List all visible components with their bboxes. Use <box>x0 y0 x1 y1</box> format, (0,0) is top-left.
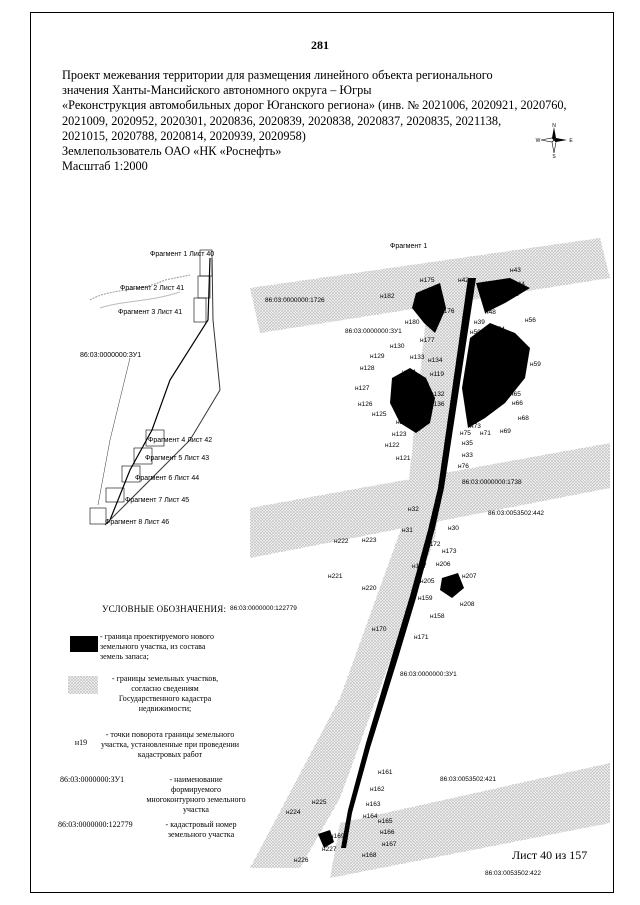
point-label: н43 <box>510 267 521 274</box>
point-label: н126 <box>358 401 373 408</box>
map-parcel-label-442: 86:03:0053502:442 <box>488 510 545 517</box>
point-label: н161 <box>378 769 393 776</box>
point-label: н65 <box>510 391 521 398</box>
point-label: н68 <box>518 415 529 422</box>
map-parcel-label-1738: 86:03:0000000:1738 <box>462 479 522 486</box>
point-label: н159 <box>418 595 433 602</box>
point-label: н208 <box>460 601 475 608</box>
point-label: н73 <box>470 423 481 430</box>
point-label: н35 <box>462 440 473 447</box>
point-label: н44 <box>514 281 525 288</box>
point-label: н124 <box>396 419 411 426</box>
point-label: н169 <box>330 833 345 840</box>
point-label: н45 <box>508 291 519 298</box>
title-line-2: значения Ханты-Мансийского автономного округа – Югры <box>62 83 372 98</box>
overview-fragment-6: Фрагмент 6 Лист 44 <box>135 475 200 482</box>
point-label: н170 <box>372 626 387 633</box>
point-label: н51 <box>480 336 491 343</box>
overview-fragment-2: Фрагмент 2 Лист 41 <box>120 285 185 292</box>
point-label: н227 <box>322 846 337 853</box>
point-label: н175 <box>420 277 435 284</box>
document-title <box>62 68 567 174</box>
overview-fragment-3: Фрагмент 3 Лист 41 <box>118 309 183 316</box>
point-label: н167 <box>382 841 397 848</box>
legend-item-boundary: - граница проектируемого нового земельного участка, из состава земель запаса; <box>100 632 214 661</box>
cadastral-map <box>230 238 610 878</box>
compass-s: S <box>552 154 556 160</box>
compass-rose-icon <box>536 122 572 158</box>
point-label: н158 <box>430 613 445 620</box>
point-label: н31 <box>402 527 413 534</box>
legend-item-cadastral: - кадастровый номер земельного участка <box>165 820 237 839</box>
point-label: н205 <box>420 578 435 585</box>
legend-item-points: - точки поворота границы земельного участка, установленные при проведении кадастровых работ <box>100 730 240 759</box>
point-label: н130 <box>390 343 405 350</box>
project-boundary-right-lobe <box>462 323 530 428</box>
project-boundary-side-1 <box>440 573 464 598</box>
legend-parcel-swatch <box>68 676 98 694</box>
point-label: н220 <box>362 585 377 592</box>
title-line-5: 2021015, 2020788, 2020814, 2020939, 2020958) <box>62 128 306 143</box>
map-fragment-title: Фрагмент 1 <box>390 243 428 250</box>
map-parcel-label-422: 86:03:0053502:422 <box>485 870 542 877</box>
point-label: н32 <box>408 506 419 513</box>
point-label: н54 <box>494 326 505 333</box>
point-label: н69 <box>500 428 511 435</box>
point-label: н177 <box>420 337 435 344</box>
point-label: н172 <box>426 541 441 548</box>
overview-fragment-5: Фрагмент 5 Лист 43 <box>145 455 210 462</box>
point-label: н76 <box>458 463 469 470</box>
point-label: н207 <box>462 573 477 580</box>
point-label: н123 <box>392 431 407 438</box>
point-label: н168 <box>362 852 377 859</box>
point-label: н134 <box>428 357 443 364</box>
point-label: н136 <box>430 401 445 408</box>
point-label: н164 <box>363 813 378 820</box>
point-label: н56 <box>525 317 536 324</box>
point-label: н121 <box>396 455 411 462</box>
point-label: н226 <box>294 857 309 864</box>
legend-cadastral-symbol: 86:03:0000000:122779 <box>58 820 133 829</box>
overview-fragment-8: Фрагмент 8 Лист 46 <box>105 519 170 526</box>
point-label: н30 <box>448 525 459 532</box>
point-label: н133 <box>410 354 425 361</box>
point-label: н162 <box>370 786 385 793</box>
point-label: н163 <box>366 801 381 808</box>
point-label: н55 <box>506 336 517 343</box>
point-label: н61 <box>505 379 516 386</box>
overview-fragment-1: Фрагмент 1 Лист 40 <box>150 251 215 258</box>
title-line-3: «Реконструкция автомобильных дорог Юганского региона» (инв. № 2021006, 2020921, 2020760, <box>62 98 567 113</box>
point-label: н42 <box>458 277 469 284</box>
point-label: н59 <box>530 361 541 368</box>
map-parcel-label-zu1-top: 86:03:0000000:ЗУ1 <box>345 328 402 335</box>
point-label: н157 <box>412 563 427 570</box>
point-label: н131 <box>402 369 417 376</box>
point-label: н66 <box>512 400 523 407</box>
map-parcel-label-421: 86:03:0053502:421 <box>440 776 497 783</box>
point-label: н122 <box>385 442 400 449</box>
point-label: н129 <box>370 353 385 360</box>
compass-n: N <box>552 123 556 129</box>
scale-line: Масштаб 1:2000 <box>62 159 148 174</box>
point-label: н71 <box>480 430 491 437</box>
point-label: н206 <box>436 561 451 568</box>
point-label: н63 <box>483 381 494 388</box>
point-label: н132 <box>430 391 445 398</box>
point-label: н224 <box>286 809 301 816</box>
point-label: н46 <box>492 296 503 303</box>
point-label: н119 <box>430 371 444 378</box>
map-parcel-label-zu1-mid: 86:03:0000000:ЗУ1 <box>400 671 457 678</box>
overview-parcel-label: 86:03:0000000:ЗУ1 <box>80 352 142 359</box>
overview-fragment-7: Фрагмент 7 Лист 45 <box>125 497 190 504</box>
point-label: н165 <box>378 818 393 825</box>
land-user-line: Землепользователь ОАО «НК «Роснефть» <box>62 144 282 159</box>
point-label: н33 <box>462 452 473 459</box>
title-line-1: Проект межевания территории для размещения линейного объекта регионального <box>62 68 493 82</box>
point-label: н221 <box>328 573 343 580</box>
point-label: н171 <box>414 634 429 641</box>
point-label: н75 <box>460 430 471 437</box>
point-label: н176 <box>440 308 455 315</box>
point-label: н223 <box>362 537 377 544</box>
point-label: н128 <box>360 365 375 372</box>
point-label: н222 <box>334 538 349 545</box>
legend-item-zu: - наименование формируемого многоконтурного земельного участка <box>146 775 246 814</box>
point-label: н127 <box>355 385 370 392</box>
point-label: н125 <box>372 411 387 418</box>
point-label: н173 <box>442 548 457 555</box>
point-label: н50 <box>470 329 481 336</box>
sheet-number: Лист 40 из 157 <box>512 848 588 862</box>
map-parcel-label-122779: 86:03:0000000:122779 <box>230 605 297 612</box>
legend-zu-symbol: 86:03:0000000:ЗУ1 <box>60 775 125 784</box>
point-label: н39 <box>474 319 485 326</box>
legend-title: УСЛОВНЫЕ ОБОЗНАЧЕНИЯ: <box>102 604 227 614</box>
overview-fragment-4: Фрагмент 4 Лист 42 <box>148 437 213 444</box>
legend-item-parcels: - границы земельных участков, согласно сведениям Государственного кадастра недвижимости; <box>111 674 219 713</box>
point-label: н180 <box>405 319 420 326</box>
overview-scheme <box>70 240 250 540</box>
point-label: н166 <box>380 829 395 836</box>
page-number: 281 <box>311 38 329 52</box>
map-parcel-label-1726: 86:03:0000000:1726 <box>265 297 325 304</box>
point-label: н225 <box>312 799 327 806</box>
title-line-4: 2021009, 2020952, 2020301, 2020836, 2020839, 2020838, 2020837, 2020835, 2021138, <box>62 113 502 128</box>
point-label: н48 <box>485 309 496 316</box>
point-label: н182 <box>380 293 395 300</box>
compass-e: E <box>569 138 573 144</box>
legend-point-symbol: н19 <box>74 738 88 747</box>
compass-w: W <box>535 138 541 144</box>
legend-boundary-swatch <box>70 636 98 652</box>
